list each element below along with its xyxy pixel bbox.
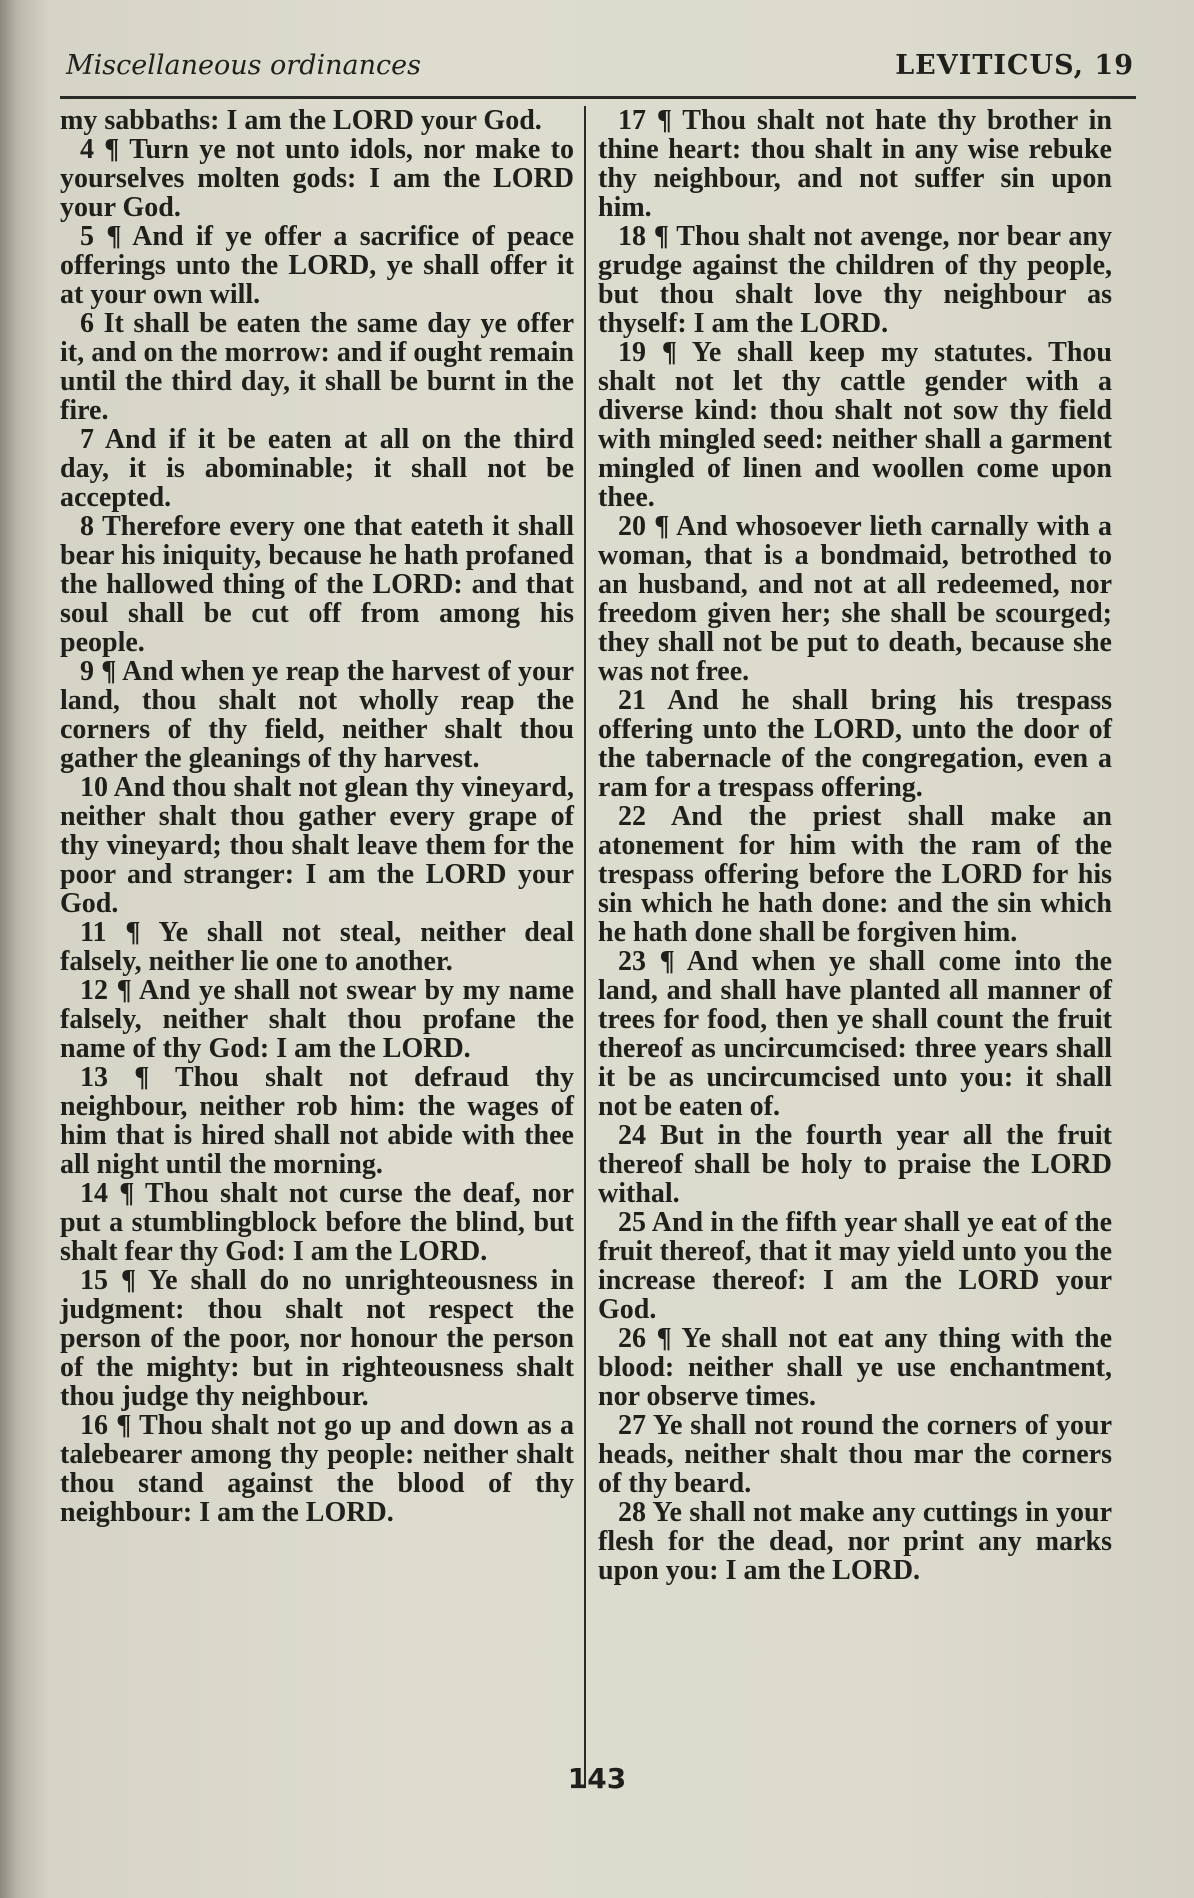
right-column [598, 106, 1112, 1585]
left-column [60, 106, 574, 1527]
verse-paragraph: 27 Ye shall not round the corners of your heads, neither shalt thou mar the corners of thy beard. [598, 1410, 1112, 1499]
verse-paragraph: 12 ¶ And ye shall not swear by my name falsely, neither shalt thou profane the name of thy God: I am the LORD. [60, 975, 574, 1064]
verse-paragraph: 11 ¶ Ye shall not steal, neither deal falsely, neither lie one to another. [60, 917, 574, 977]
page-number: 143 [567, 1762, 627, 1795]
verse-paragraph: 15 ¶ Ye shall do no unrighteousness in judgment: thou shalt not respect the person of the poor, nor honour the person of the mighty: but in righteousness shalt thou judge thy neighbour. [60, 1265, 574, 1412]
verse-paragraph: 8 Therefore every one that eateth it shall bear his iniquity, because he hath profaned the hallowed thing of the LORD: and that soul shall be cut off from among his people. [60, 511, 574, 658]
verse-paragraph: 6 It shall be eaten the same day ye offer it, and on the morrow: and if ought remain until the third day, it shall be burnt in the fire. [60, 308, 574, 426]
verse-paragraph: 14 ¶ Thou shalt not curse the deaf, nor put a stumblingblock before the blind, but shalt fear thy God: I am the LORD. [60, 1178, 574, 1267]
verse-paragraph: 21 And he shall bring his trespass offering unto the LORD, unto the door of the tabernacle of the congregation, even a ram for a trespass offering. [598, 685, 1112, 803]
verse-paragraph: 4 ¶ Turn ye not unto idols, nor make to yourselves molten gods: I am the LORD your God. [60, 134, 574, 223]
header-rule [60, 96, 1136, 99]
verse-paragraph: 5 ¶ And if ye offer a sacrifice of peace offerings unto the LORD, ye shall offer it at your own will. [60, 221, 574, 310]
book-chapter: LEVITICUS, 19 [895, 50, 1134, 81]
verse-paragraph: 13 ¶ Thou shalt not defraud thy neighbour, neither rob him: the wages of him that is hired shall not abide with thee all night until the morning. [60, 1062, 574, 1180]
verse-paragraph: 24 But in the fourth year all the fruit thereof shall be holy to praise the LORD withal. [598, 1120, 1112, 1209]
column-divider [584, 106, 586, 1788]
verse-paragraph: 10 And thou shalt not glean thy vineyard, neither shalt thou gather every grape of thy vineyard; thou shalt leave them for the poor and stranger: I am the LORD your God. [60, 772, 574, 919]
verse-paragraph: 26 ¶ Ye shall not eat any thing with the blood: neither shall ye use enchantment, nor observe times. [598, 1323, 1112, 1412]
verse-paragraph: 19 ¶ Ye shall keep my statutes. Thou shalt not let thy cattle gender with a diverse kind: thou shalt not sow thy field with mingled seed: neither shall a garment mingled of linen and woollen come upon thee. [598, 337, 1112, 513]
verse-paragraph: 22 And the priest shall make an atonement for him with the ram of the trespass offering before the LORD for his sin which he hath done: and the sin which he hath done shall be forgiven him. [598, 801, 1112, 948]
verse-paragraph: 18 ¶ Thou shalt not avenge, nor bear any grudge against the children of thy people, but thou shalt love thy neighbour as thyself: I am the LORD. [598, 221, 1112, 339]
verse-paragraph: 23 ¶ And when ye shall come into the land, and shall have planted all manner of trees for food, then ye shall count the fruit thereof as uncircumcised: three years shall it be as uncircumcised unto you: it shall not be eaten of. [598, 946, 1112, 1122]
verse-paragraph: 17 ¶ Thou shalt not hate thy brother in thine heart: thou shalt in any wise rebuke thy neighbour, and not suffer sin upon him. [598, 105, 1112, 223]
verse-paragraph: 20 ¶ And whosoever lieth carnally with a woman, that is a bondmaid, betrothed to an husband, and not at all redeemed, nor freedom given her; she shall be scourged; they shall not be put to death, because she was not free. [598, 511, 1112, 687]
verse-paragraph: 16 ¶ Thou shalt not go up and down as a talebearer among thy people: neither shalt thou stand against the blood of thy neighbour: I am the LORD. [60, 1410, 574, 1528]
verse-paragraph: my sabbaths: I am the LORD your God. [60, 105, 542, 136]
verse-paragraph: 7 And if it be eaten at all on the third day, it is abominable; it shall not be accepted. [60, 424, 574, 513]
section-title: Miscellaneous ordinances [66, 50, 421, 81]
running-header [66, 50, 1134, 96]
verse-paragraph: 28 Ye shall not make any cuttings in your flesh for the dead, nor print any marks upon you: I am the LORD. [598, 1497, 1112, 1586]
verse-paragraph: 25 And in the fifth year shall ye eat of the fruit thereof, that it may yield unto you the increase thereof: I am the LORD your God. [598, 1207, 1112, 1325]
verse-paragraph: 9 ¶ And when ye reap the harvest of your land, thou shalt not wholly reap the corners of thy field, neither shalt thou gather the gleanings of thy harvest. [60, 656, 574, 774]
